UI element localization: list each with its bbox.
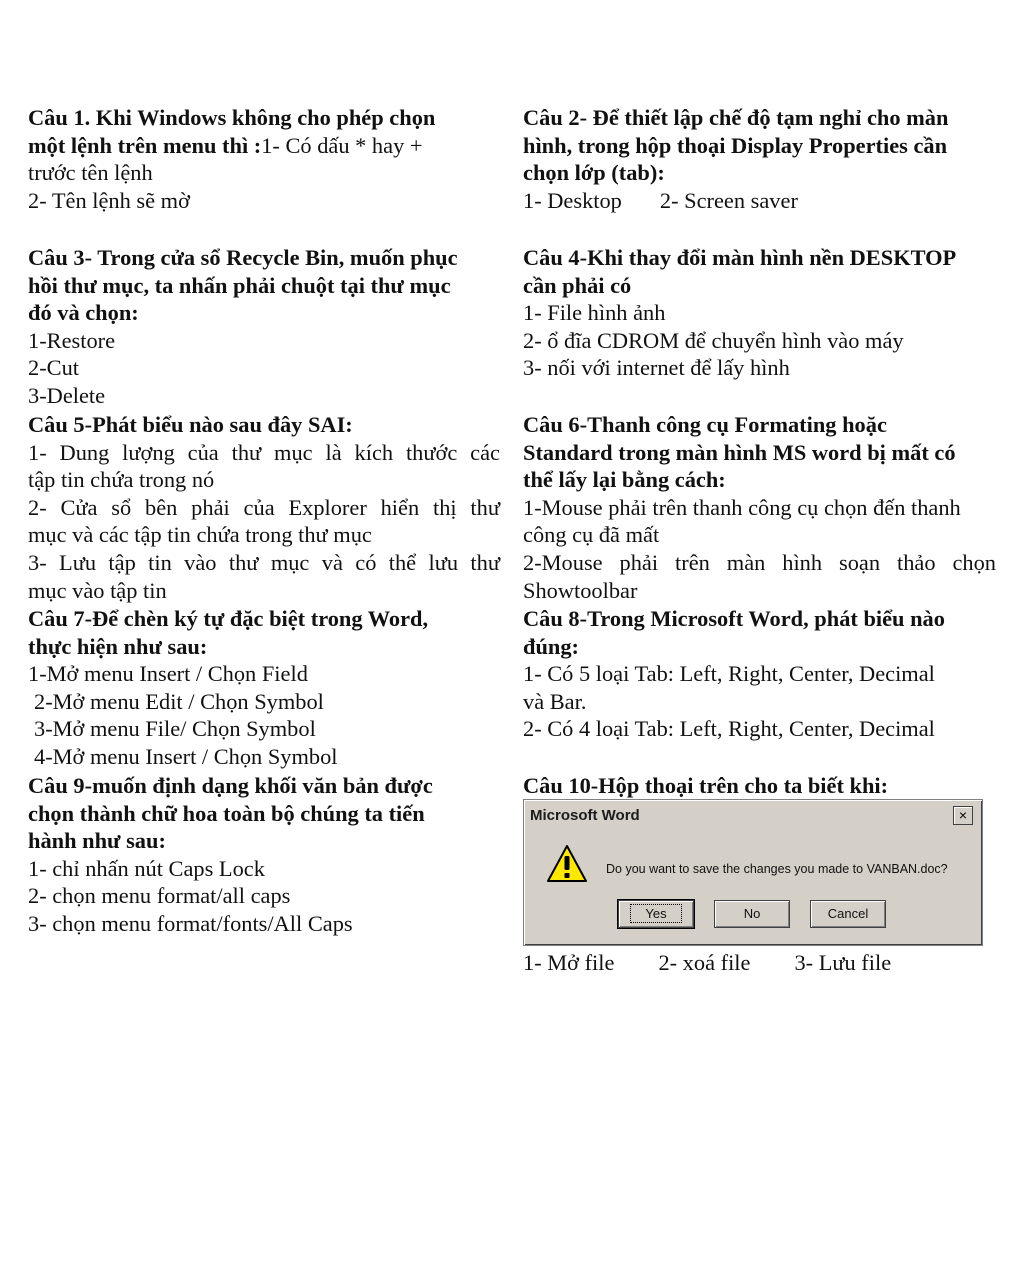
q5-option2-cont: mục và các tập tin chứa trong thư mục bbox=[28, 522, 372, 548]
dialog-titlebar bbox=[527, 803, 979, 827]
q3-option1: 1-Restore bbox=[28, 327, 116, 353]
q7-option3: 3-Mở menu File/ Chọn Symbol bbox=[34, 716, 316, 742]
q2-title-line3: chọn lớp (tab): bbox=[523, 160, 665, 186]
q4-option3: 3- nối với internet để lấy hình bbox=[523, 355, 790, 381]
q8-option1: 1- Có 5 loại Tab: Left, Right, Center, Decimal bbox=[523, 661, 935, 687]
dialog-message: Do you want to save the changes you made to VANBAN.doc? bbox=[606, 862, 948, 876]
q8-option1-cont: và Bar. bbox=[523, 688, 587, 714]
dialog-title: Microsoft Word bbox=[530, 807, 640, 824]
q3-title-line1: Câu 3- Trong cửa sổ Recycle Bin, muốn phục bbox=[28, 245, 458, 270]
q4-option2: 2- ổ đĩa CDROM để chuyển hình vào máy bbox=[523, 327, 904, 353]
q3-title-line2: hồi thư mục, ta nhấn phải chuột tại thư mục bbox=[28, 272, 451, 298]
q5-option1: 1- Dung lượng của thư mục là kích thước các bbox=[28, 439, 500, 465]
q3-title-line3: đó và chọn: bbox=[28, 300, 139, 326]
q6-title-line1: Câu 6-Thanh công cụ Formating hoặc bbox=[523, 412, 887, 437]
close-icon[interactable]: × bbox=[953, 806, 973, 825]
q2-title-line2: hình, trong hộp thoại Display Properties cần bbox=[523, 132, 948, 158]
q5-option1-cont: tập tin chứa trong nó bbox=[28, 467, 215, 493]
question-8 bbox=[523, 605, 996, 743]
q9-title-line3: hành như sau: bbox=[28, 828, 166, 854]
q4-option1: 1- File hình ảnh bbox=[523, 300, 666, 326]
question-10-options bbox=[523, 949, 996, 977]
q10-option1: 1- Mở file bbox=[523, 950, 615, 975]
q1-option1-cont: trước tên lệnh bbox=[28, 160, 153, 186]
q7-option1: 1-Mở menu Insert / Chọn Field bbox=[28, 661, 308, 687]
q2-option2: 2- Screen saver bbox=[659, 187, 798, 213]
question-3 bbox=[28, 244, 500, 410]
question-6 bbox=[523, 411, 996, 604]
q10-option3: 3- Lưu file bbox=[794, 950, 892, 975]
yes-button-label: Yes bbox=[630, 904, 681, 923]
q10-title: Câu 10-Hộp thoại trên cho ta biết khi: bbox=[523, 773, 889, 798]
q1-option2: 2- Tên lệnh sẽ mờ bbox=[28, 187, 190, 213]
q6-title-line2: Standard trong màn hình MS word bị mất có bbox=[523, 439, 956, 465]
q9-option2: 2- chọn menu format/all caps bbox=[28, 883, 291, 909]
q6-option2: 2-Mouse phải trên màn hình soạn thảo chọn bbox=[523, 549, 996, 575]
q5-option2: 2- Cửa sổ bên phải của Explorer hiển thị thư bbox=[28, 494, 500, 520]
q6-option1-cont: công cụ đã mất bbox=[523, 522, 660, 548]
q6-option2-cont: Showtoolbar bbox=[523, 577, 638, 603]
question-4 bbox=[523, 244, 996, 382]
q9-option3: 3- chọn menu format/fonts/All Caps bbox=[28, 910, 353, 936]
yes-button[interactable] bbox=[618, 900, 694, 928]
q2-option1: 1- Desktop bbox=[523, 187, 622, 213]
q1-option1: 1- Có dấu * hay + bbox=[261, 132, 423, 158]
q4-title-line1: Câu 4-Khi thay đổi màn hình nền DESKTOP bbox=[523, 245, 957, 270]
save-changes-dialog bbox=[523, 799, 983, 946]
q7-option2: 2-Mở menu Edit / Chọn Symbol bbox=[34, 688, 324, 714]
question-10 bbox=[523, 772, 996, 800]
warning-icon bbox=[546, 844, 588, 884]
cancel-button[interactable]: Cancel bbox=[810, 900, 886, 928]
q6-option1: 1-Mouse phải trên thanh công cụ chọn đến thanh bbox=[523, 494, 961, 520]
q7-title-line1: Câu 7-Để chèn ký tự đặc biệt trong Word, bbox=[28, 606, 429, 631]
q1-title-line2: một lệnh trên menu thì : bbox=[28, 132, 262, 158]
q2-title-line1: Câu 2- Để thiết lập chế độ tạm nghỉ cho màn bbox=[523, 105, 949, 130]
q6-title-line3: thể lấy lại bằng cách: bbox=[523, 467, 726, 493]
q8-option2: 2- Có 4 loại Tab: Left, Right, Center, Decimal bbox=[523, 716, 935, 742]
q9-title-line2: chọn thành chữ hoa toàn bộ chúng ta tiến bbox=[28, 800, 425, 826]
q3-option2: 2-Cut bbox=[28, 355, 80, 381]
q10-option2: 2- xoá file bbox=[658, 950, 751, 975]
q7-title-line2: thực hiện như sau: bbox=[28, 633, 208, 659]
q5-option3: 3- Lưu tập tin vào thư mục và có thể lưu thư bbox=[28, 549, 500, 575]
q9-option1: 1- chỉ nhấn nút Caps Lock bbox=[28, 855, 265, 881]
question-5 bbox=[28, 411, 500, 604]
no-button[interactable]: No bbox=[714, 900, 790, 928]
q8-title-line2: đúng: bbox=[523, 633, 580, 659]
q5-option3-cont: mục vào tập tin bbox=[28, 577, 167, 603]
q9-title-line1: Câu 9-muốn định dạng khối văn bản được bbox=[28, 773, 433, 798]
question-1 bbox=[28, 104, 500, 214]
question-2 bbox=[523, 104, 996, 214]
q1-title-line1: Câu 1. Khi Windows không cho phép chọn bbox=[28, 105, 436, 130]
q8-title-line1: Câu 8-Trong Microsoft Word, phát biểu nào bbox=[523, 606, 945, 631]
question-7 bbox=[28, 605, 500, 771]
question-9 bbox=[28, 772, 500, 938]
q7-option4: 4-Mở menu Insert / Chọn Symbol bbox=[34, 743, 338, 769]
q3-option3: 3-Delete bbox=[28, 382, 106, 408]
q4-title-line2: cần phải có bbox=[523, 272, 632, 298]
q5-title: Câu 5-Phát biểu nào sau đây SAI: bbox=[28, 412, 353, 437]
